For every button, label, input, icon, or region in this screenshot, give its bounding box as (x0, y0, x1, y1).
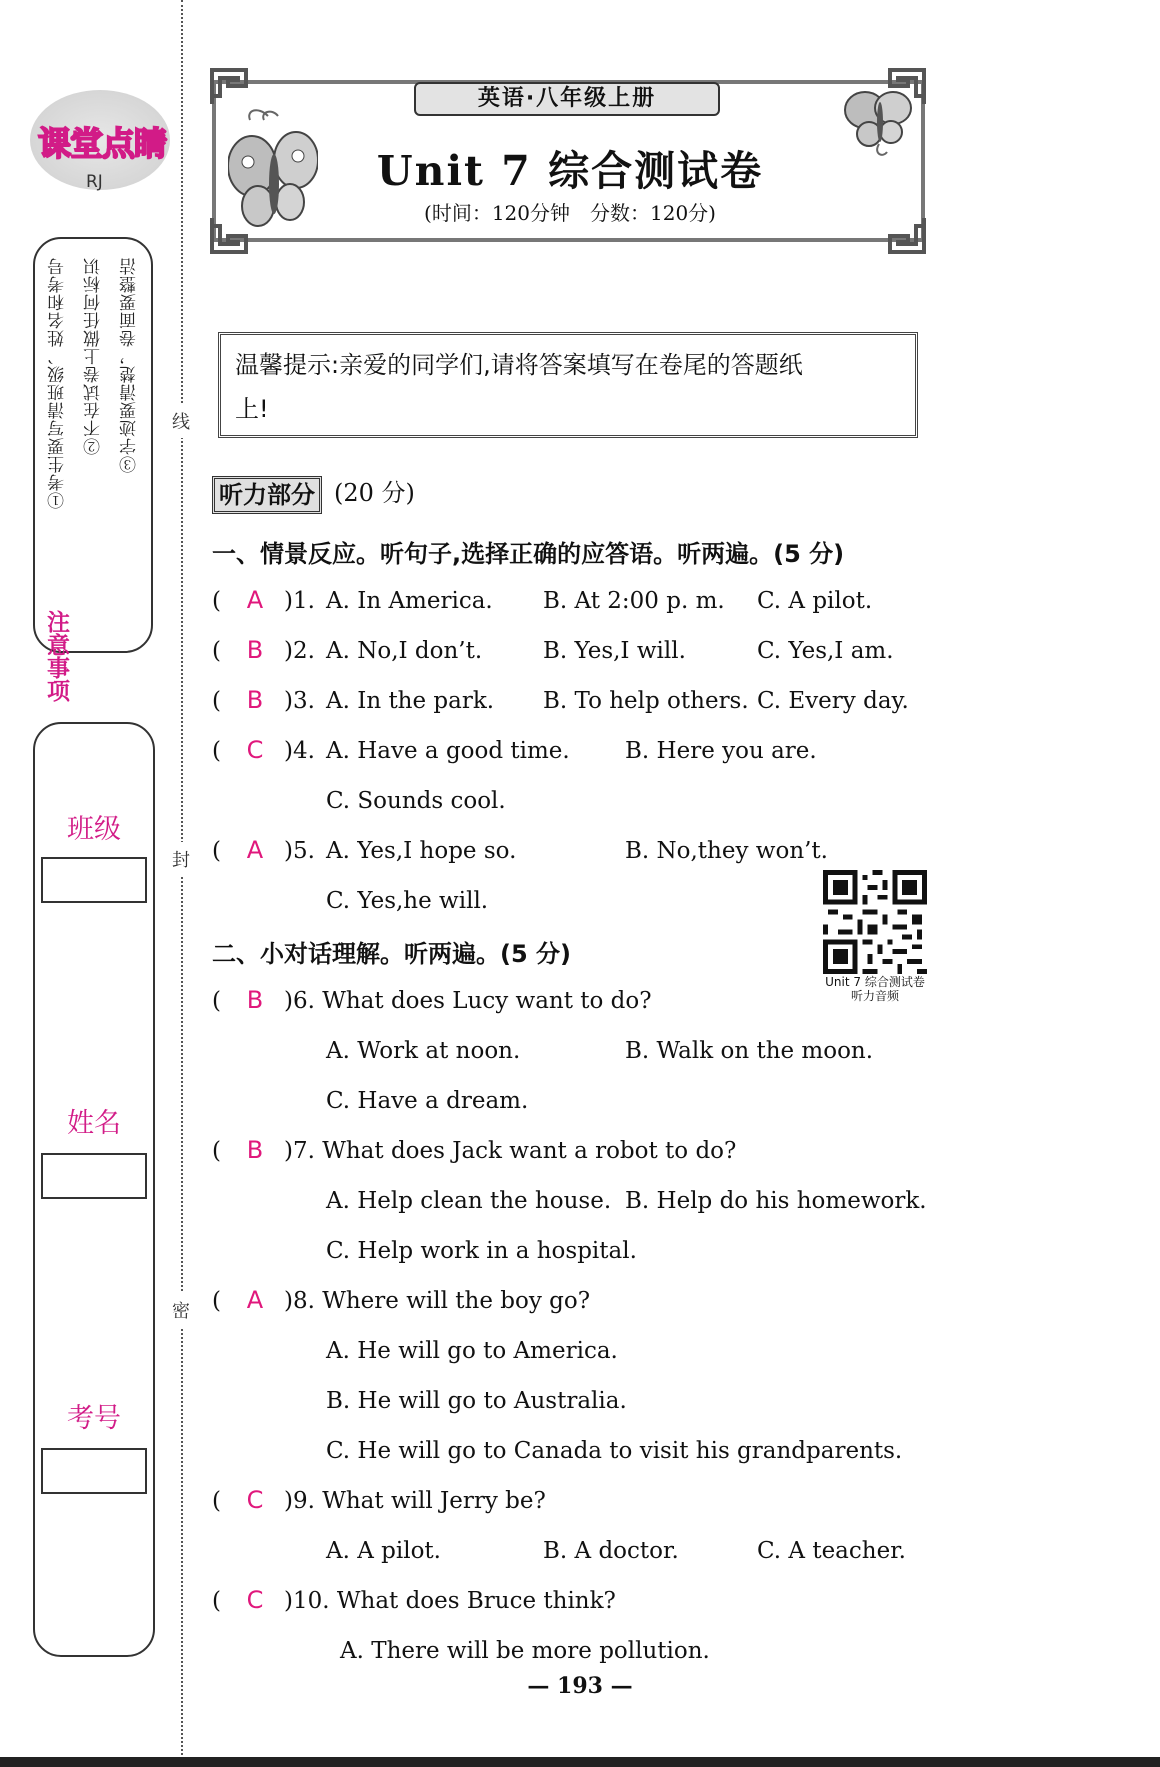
fret-corner-icon (886, 214, 928, 256)
question-stem: )6. What does Lucy want to do? (284, 988, 652, 1014)
notice-heading: 注意事项 (43, 610, 69, 702)
paper-title: Unit 7 综合测试卷 (376, 147, 764, 195)
option-text: A. He will go to America. (326, 1338, 618, 1364)
qr-caption-line: 听力音频 (850, 989, 899, 1003)
question-number: )5. (284, 838, 315, 864)
option-text: A. No,I don’t. (326, 638, 483, 664)
option-text: B. Yes,I will. (543, 638, 686, 664)
answer-paren: ( (212, 1138, 221, 1164)
option-text: C. A pilot. (757, 588, 873, 614)
option-text: A. Yes,I hope so. (326, 838, 517, 864)
option-text: C. A teacher. (757, 1538, 906, 1564)
option-text: A. Help clean the house. (326, 1188, 612, 1214)
answer-paren: ( (212, 1488, 221, 1514)
page-number: — 193 — (527, 1673, 633, 1699)
answer-mark: A (246, 836, 264, 864)
option-text: B. He will go to Australia. (326, 1388, 627, 1414)
option-text: B. Here you are. (625, 738, 817, 764)
question-number: )4. (284, 738, 315, 764)
option-text: B. At 2:00 p. m. (543, 588, 725, 614)
question-stem: )8. Where will the boy go? (284, 1288, 591, 1314)
question-stem: )10. What does Bruce think? (284, 1588, 616, 1614)
question-stem: )7. What does Jack want a robot to do? (284, 1138, 737, 1164)
question-number: )2. (284, 638, 315, 664)
qr-caption-line: Unit 7 综合测试卷 (825, 975, 925, 989)
option-text: C. Every day. (757, 688, 909, 714)
binding-mark-mi: 密 (172, 1293, 190, 1327)
butterfly-icon (228, 106, 318, 236)
question-number: )1. (284, 588, 315, 614)
answer-mark: B (246, 686, 264, 714)
exam-id-field[interactable] (41, 1448, 147, 1494)
listening-section-score: (20 分) (334, 479, 415, 507)
reminder-line: 上! (235, 395, 269, 423)
option-text: C. Help work in a hospital. (326, 1238, 637, 1264)
name-label: 姓名 (67, 1108, 121, 1139)
class-label: 班级 (67, 814, 121, 845)
answer-mark: C (246, 1486, 264, 1514)
option-text: A. In America. (326, 588, 493, 614)
option-text: A. Have a good time. (326, 738, 570, 764)
exam-id-label: 考号 (67, 1403, 121, 1434)
listening-section-tag: 听力部分 (212, 476, 322, 514)
notice-item: ①考生要写清班级、姓名和考号 (48, 257, 68, 509)
answer-paren: ( (212, 838, 221, 864)
part2-heading: 二、小对话理解。听两遍。(5 分) (212, 940, 571, 968)
subject-tab: 英语·八年级上册 (414, 82, 720, 116)
option-text: C. Sounds cool. (326, 788, 506, 814)
binding-mark-feng: 封 (172, 842, 190, 876)
name-field[interactable] (41, 1153, 147, 1199)
reminder-line: 温馨提示:亲爱的同学们,请将答案填写在卷尾的答题纸 (235, 351, 803, 379)
qr-caption (815, 975, 935, 1003)
option-text: B. Walk on the moon. (625, 1038, 874, 1064)
answer-paren: ( (212, 988, 221, 1014)
answer-paren: ( (212, 1288, 221, 1314)
answer-mark: B (246, 1136, 264, 1164)
option-text: A. In the park. (326, 688, 495, 714)
fret-corner-icon (208, 66, 250, 108)
answer-paren: ( (212, 738, 221, 764)
part1-heading: 一、情景反应。听句子,选择正确的应答语。听两遍。(5 分) (212, 540, 845, 568)
qr-code-icon[interactable] (823, 870, 927, 974)
class-field[interactable] (41, 857, 147, 903)
series-badge-title: 课堂点睛 (38, 124, 166, 163)
paper-time-score: (时间：120分钟 分数：120分) (424, 201, 716, 225)
binding-mark-xian: 线 (172, 404, 190, 438)
answer-paren: ( (212, 588, 221, 614)
answer-paren: ( (212, 688, 221, 714)
option-text: C. He will go to Canada to visit his grandparents. (326, 1438, 903, 1464)
option-text: B. No,they won’t. (625, 838, 828, 864)
answer-mark: B (246, 636, 264, 664)
bottom-edge-bar (0, 1757, 1160, 1767)
notice-item: ③字迹要清楚，卷面要整洁 (120, 257, 140, 473)
answer-paren: ( (212, 1588, 221, 1614)
option-text: B. Help do his homework. (625, 1188, 927, 1214)
option-text: B. To help others. (543, 688, 749, 714)
option-text: C. Have a dream. (326, 1088, 529, 1114)
option-text: B. A doctor. (543, 1538, 679, 1564)
reminder-box (218, 332, 918, 438)
butterfly-icon (843, 82, 913, 162)
binding-dotted-line (181, 0, 183, 1767)
notice-item: ②不在试卷上做任何标识 (84, 257, 104, 455)
answer-mark: C (246, 736, 264, 764)
option-text: A. Work at noon. (326, 1038, 521, 1064)
option-text: A. A pilot. (326, 1538, 441, 1564)
option-text: C. Yes,he will. (326, 888, 489, 914)
answer-mark: C (246, 1586, 264, 1614)
question-number: )3. (284, 688, 315, 714)
answer-mark: A (246, 1286, 264, 1314)
option-text: C. Yes,I am. (757, 638, 894, 664)
question-stem: )9. What will Jerry be? (284, 1488, 546, 1514)
answer-mark: A (246, 586, 264, 614)
option-text: A. There will be more pollution. (340, 1638, 710, 1664)
series-badge-edition: RJ (86, 172, 103, 192)
answer-paren: ( (212, 638, 221, 664)
answer-mark: B (246, 986, 264, 1014)
